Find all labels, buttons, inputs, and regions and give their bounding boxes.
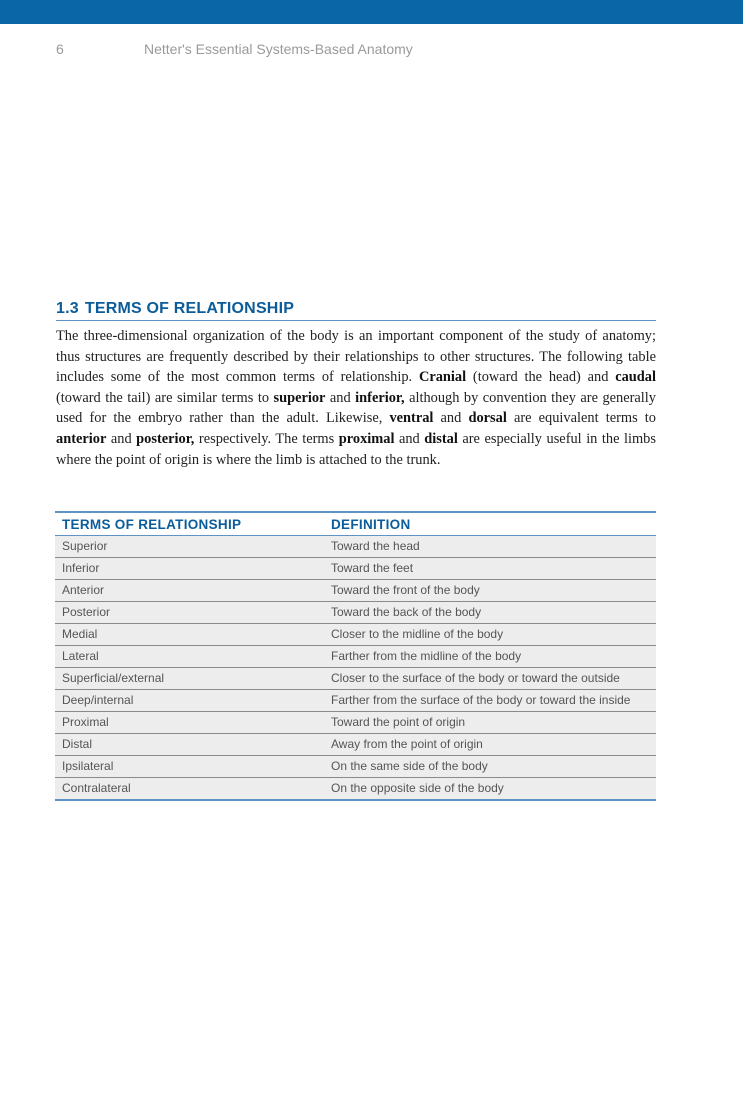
- term-cell: Anterior: [55, 580, 324, 602]
- bold-term: caudal: [615, 369, 656, 386]
- text-run: and: [433, 410, 469, 427]
- text-run: and: [325, 389, 356, 406]
- table-row: [55, 778, 656, 801]
- term-cell: Contralateral: [55, 778, 324, 801]
- top-color-bar: [0, 0, 743, 24]
- term-cell: Distal: [55, 734, 324, 756]
- definition-cell: Away from the point of origin: [324, 734, 656, 756]
- table-row: [55, 558, 656, 580]
- table-header-row: [55, 512, 656, 536]
- text-run: are equivalent terms to: [506, 410, 656, 427]
- definition-cell: Farther from the surface of the body or toward the inside: [324, 690, 656, 712]
- term-cell: Lateral: [55, 646, 324, 668]
- table-row: [55, 602, 656, 624]
- bold-term: dorsal: [468, 410, 507, 427]
- table-row: [55, 580, 656, 602]
- term-cell: Ipsilateral: [55, 756, 324, 778]
- bold-term: inferior,: [355, 389, 405, 406]
- bold-term: superior: [273, 389, 326, 406]
- table-row: [55, 624, 656, 646]
- text-run: (toward the tail) are similar terms to: [56, 389, 274, 406]
- table-row: [55, 668, 656, 690]
- table-row: [55, 734, 656, 756]
- section-heading: [56, 300, 656, 321]
- text-run: are especially useful in the limbs where the point of origin is where the limb is attached to the trunk.: [56, 430, 656, 468]
- table-row: [55, 646, 656, 668]
- terms-table: [55, 511, 656, 801]
- body-paragraph: [56, 326, 656, 470]
- bold-term: distal: [424, 430, 458, 447]
- column-header-terms: TERMS OF RELATIONSHIP: [55, 512, 324, 536]
- bold-term: ventral: [389, 410, 434, 427]
- bold-term: posterior,: [136, 430, 195, 447]
- column-header-definition: DEFINITION: [324, 512, 656, 536]
- term-cell: Medial: [55, 624, 324, 646]
- definition-cell: Toward the feet: [324, 558, 656, 580]
- book-title: Netter's Essential Systems-Based Anatomy: [144, 41, 413, 57]
- text-run: and: [106, 430, 137, 447]
- text-run: and: [394, 430, 425, 447]
- table-row: [55, 536, 656, 558]
- term-cell: Proximal: [55, 712, 324, 734]
- definition-cell: Toward the head: [324, 536, 656, 558]
- table-row: [55, 690, 656, 712]
- definition-cell: Toward the point of origin: [324, 712, 656, 734]
- term-cell: Deep/internal: [55, 690, 324, 712]
- definition-cell: On the opposite side of the body: [324, 778, 656, 801]
- table-body: [55, 536, 656, 801]
- table-row: [55, 712, 656, 734]
- definition-cell: On the same side of the body: [324, 756, 656, 778]
- text-run: although by convention they are generally used for the embryo rather than the adult. Likewise,: [56, 389, 656, 427]
- definition-cell: Toward the back of the body: [324, 602, 656, 624]
- term-cell: Superficial/external: [55, 668, 324, 690]
- text-run: respectively. The terms: [194, 430, 339, 447]
- section-terms-of-relationship: [56, 300, 656, 470]
- text-run: (toward the head) and: [466, 369, 616, 386]
- term-cell: Posterior: [55, 602, 324, 624]
- text-run: The three-dimensional organization of the body is an important component of the study of anatomy; thus structures are frequently described by their relationships to other structures. The following table includes some of the most common terms of relationship.: [56, 328, 656, 386]
- bold-term: Cranial: [418, 369, 467, 386]
- bold-term: proximal: [338, 430, 395, 447]
- bold-term: anterior: [56, 430, 107, 447]
- definition-cell: Closer to the midline of the body: [324, 624, 656, 646]
- definition-cell: Farther from the midline of the body: [324, 646, 656, 668]
- definition-cell: Toward the front of the body: [324, 580, 656, 602]
- term-cell: Superior: [55, 536, 324, 558]
- definition-cell: Closer to the surface of the body or toward the outside: [324, 668, 656, 690]
- page-number: 6: [56, 41, 64, 57]
- section-number: 1.3: [56, 300, 79, 317]
- section-title: TERMS OF RELATIONSHIP: [84, 300, 295, 317]
- table-row: [55, 756, 656, 778]
- term-cell: Inferior: [55, 558, 324, 580]
